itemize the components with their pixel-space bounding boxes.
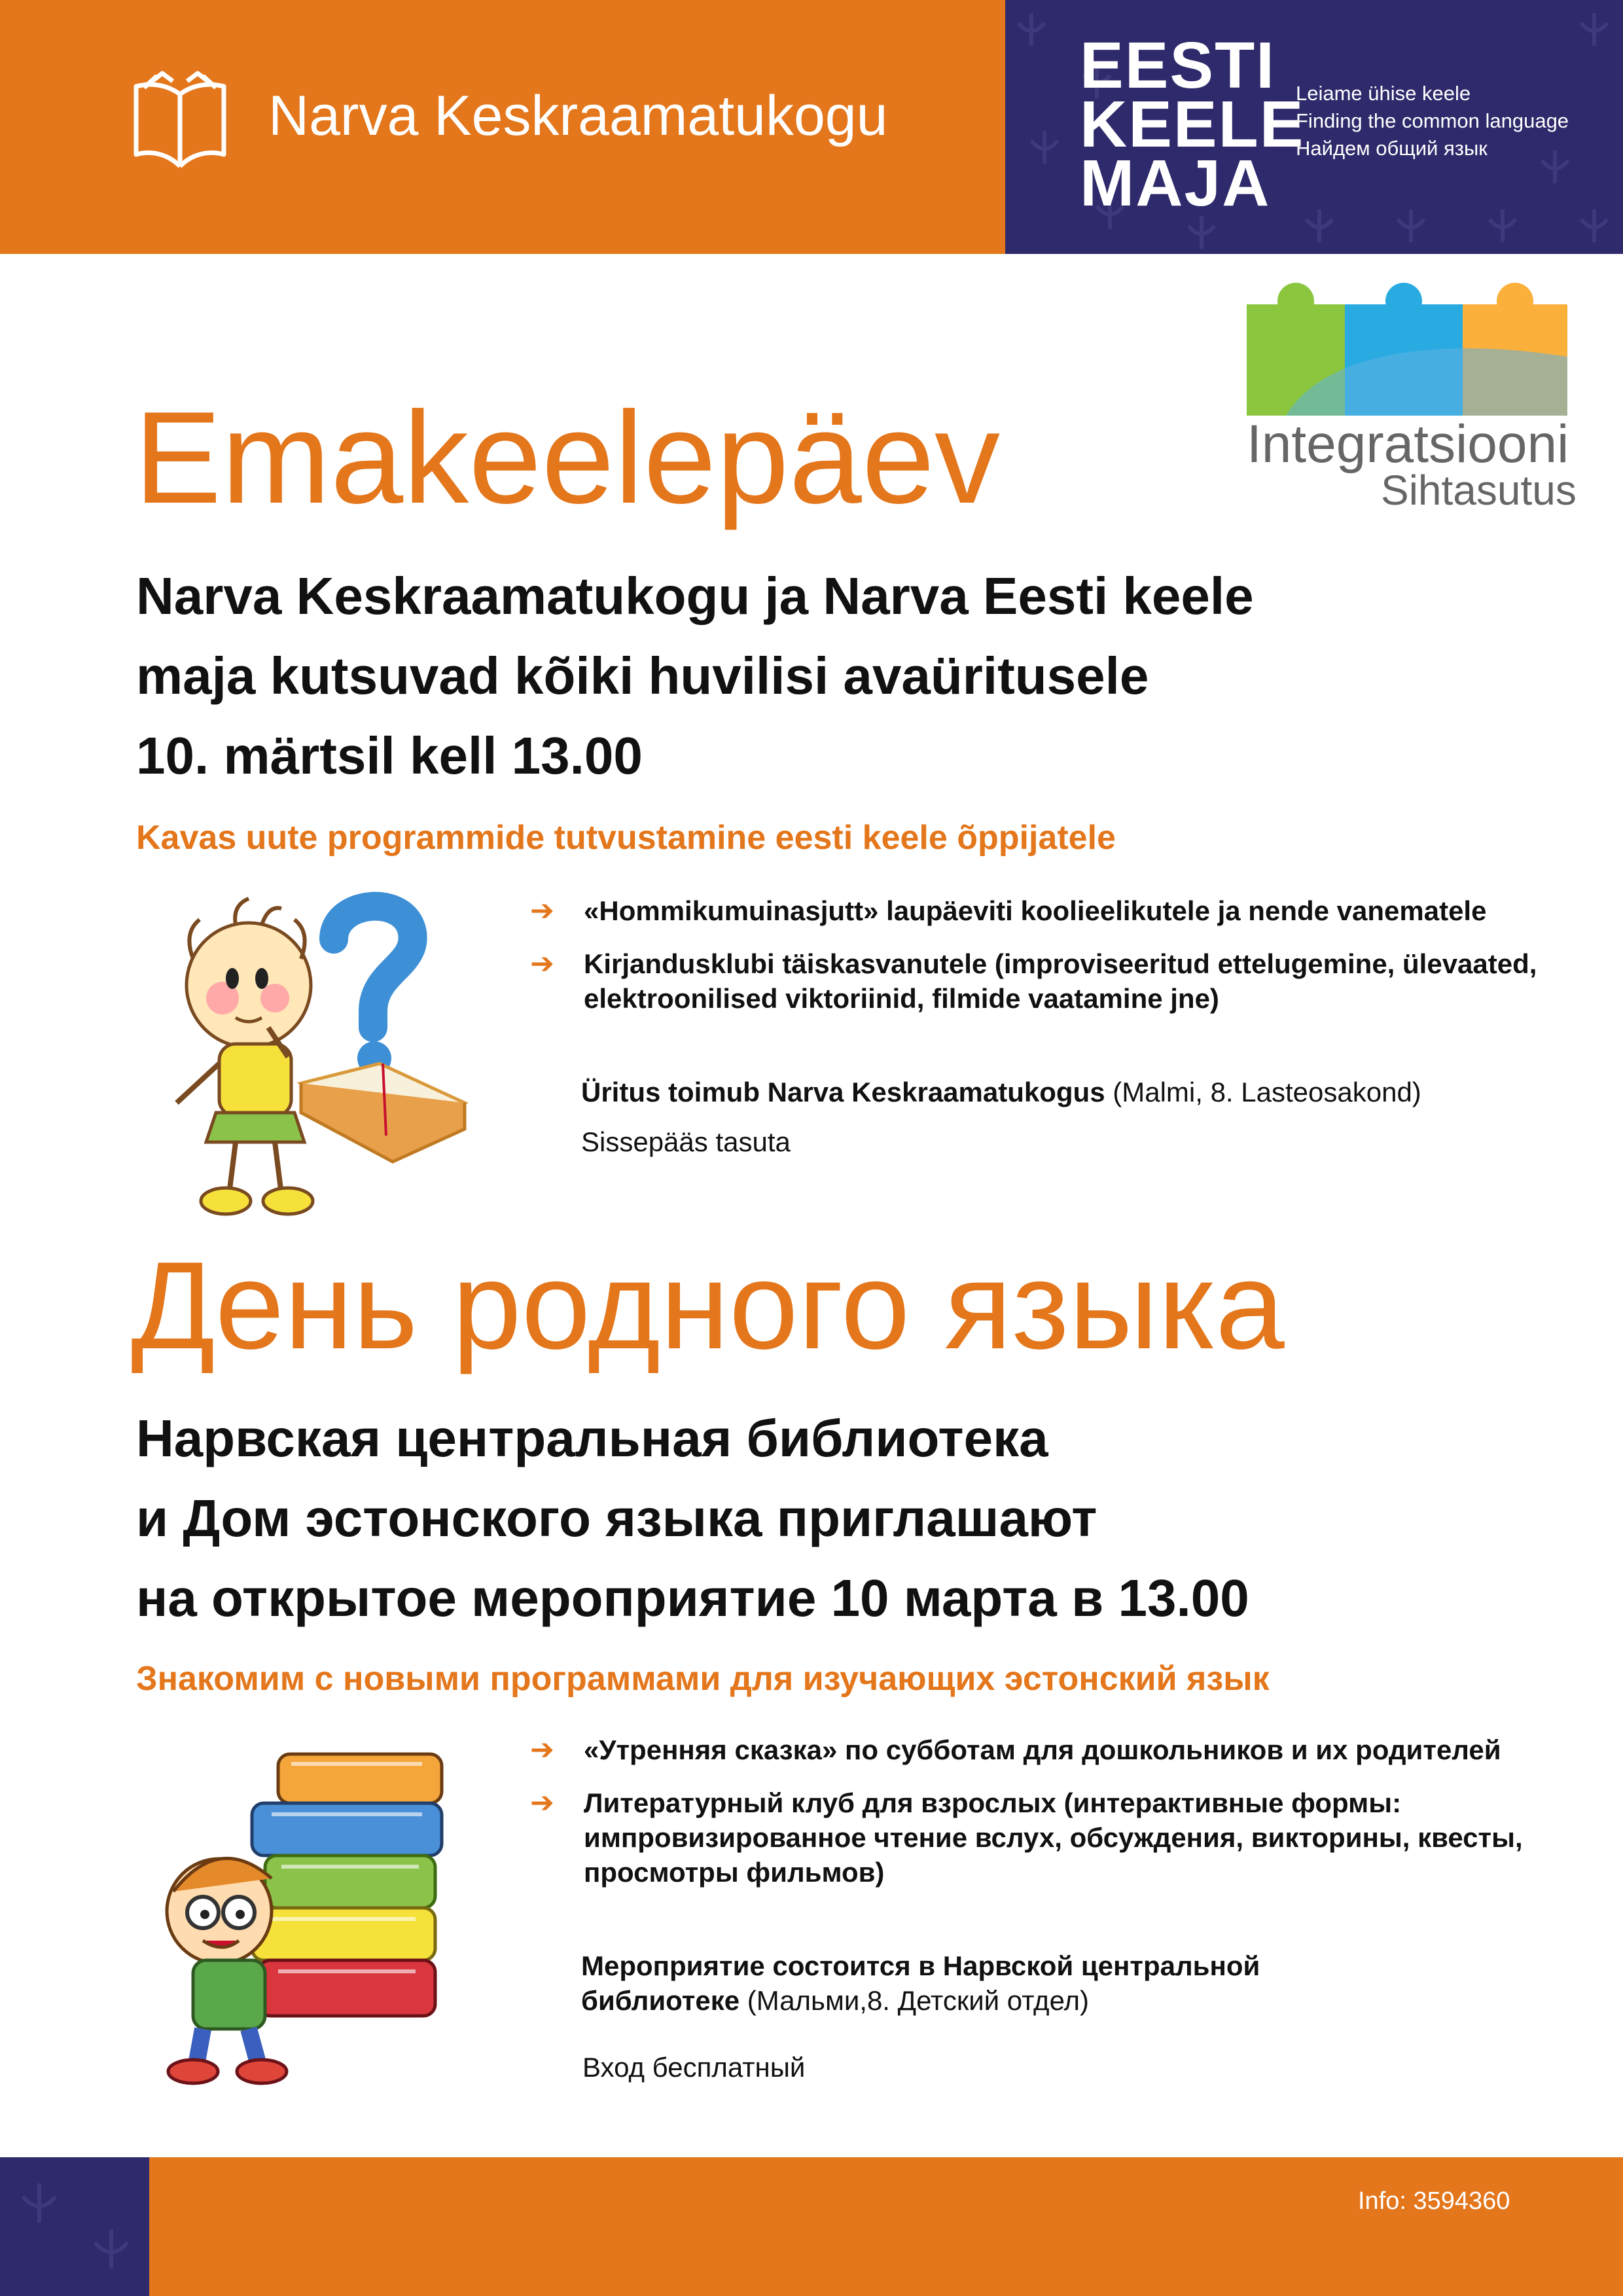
pattern-decoration <box>0 2157 149 2296</box>
sponsor-line-1: Integratsiooni <box>1247 414 1569 474</box>
logo-line-2: KEELE <box>1080 88 1305 161</box>
bullet-text: «Утренняя сказка» по субботам для дошкольников и их родителей <box>584 1734 1501 1765</box>
bullet-text: «Hommikumuinasjutt» laupäeviti koolieelikutele ja nende vanematele <box>584 895 1487 926</box>
bullet-list-estonian <box>530 893 1551 1034</box>
lead-ru-line-1: Нарвская центральная библиотека <box>136 1409 1048 1467</box>
list-item <box>530 946 1551 1016</box>
arrow-right-icon: ➔ <box>530 895 554 927</box>
entry-estonian: Sissepääs tasuta <box>581 1126 791 1157</box>
tagline-en: Finding the common language <box>1296 109 1569 132</box>
venue-ru-line-1 <box>581 1948 1260 1983</box>
arrow-right-icon: ➔ <box>530 1787 554 1819</box>
venue-et-bold: Üritus toimub Narva Keskraamatukogus <box>581 1077 1105 1107</box>
list-item <box>530 1732 1551 1767</box>
venue-ru-bold-2: библиотеке <box>581 1985 740 2016</box>
logo-line-1: EESTI <box>1080 29 1275 102</box>
book-icon <box>131 68 229 173</box>
tagline-ru: Найдем общий язык <box>1296 137 1488 160</box>
subtitle-russian: Знакомим с новыми программами для изучающих эстонский язык <box>136 1660 1270 1698</box>
lead-et-line-3: 10. märtsil kell 13.00 <box>136 726 643 785</box>
footer-navy-panel <box>0 2157 149 2296</box>
venue-estonian <box>581 1075 1421 1109</box>
lead-russian <box>136 1399 1249 1638</box>
library-name: Narva Keskraamatukogu <box>268 84 888 147</box>
lead-et-line-1: Narva Keskraamatukogu ja Narva Eesti keele <box>136 567 1254 625</box>
venue-ru-bold-1: Мероприятие состоится в Нарвской центральной <box>581 1950 1260 1981</box>
logo-line-3: MAJA <box>1080 147 1271 220</box>
girl-question-illustration <box>157 887 471 1227</box>
list-item <box>530 1785 1551 1890</box>
ekm-tagline <box>1296 80 1569 162</box>
arrow-right-icon: ➔ <box>530 1734 554 1766</box>
title-russian: День родного языка <box>131 1236 1285 1375</box>
entry-russian: Вход бесплатный <box>582 2052 806 2083</box>
lead-ru-line-3: на открытое мероприятие 10 марта в 13.00 <box>136 1569 1249 1627</box>
puzzle-logo <box>1247 278 1567 416</box>
arrow-right-icon: ➔ <box>530 948 554 980</box>
bullet-text: Литературный клуб для взрослых (интерактивные формы: импровизированное чтение вслух, обсуждения, викторины, квесты, просмотры фильмов) <box>584 1787 1523 1888</box>
tagline-et: Leiame ühise keele <box>1296 82 1471 105</box>
lead-estonian <box>136 556 1254 796</box>
bullet-text: Kirjandusklubi täiskasvanutele (improviseeritud ettelugemine, ülevaated, elektroonilised viktoriinid, filmide vaatamine jne) <box>584 948 1537 1014</box>
list-item <box>530 893 1551 928</box>
eesti-keele-maja-logo <box>1080 29 1305 220</box>
bullet-list-russian <box>530 1732 1551 1908</box>
footer-orange-panel <box>149 2157 1623 2296</box>
lead-ru-line-2: и Дом эстонского языка приглашают <box>136 1489 1097 1547</box>
boy-books-illustration <box>141 1741 461 2091</box>
sponsor-line-2: Sihtasutus <box>1381 467 1577 514</box>
title-estonian: Emakeelepäev <box>134 385 1001 531</box>
venue-ru-rest: (Мальми,8. Детский отдел) <box>740 1985 1090 2016</box>
info-phone: Info: 3594360 <box>1358 2187 1510 2215</box>
venue-ru-line-2 <box>581 1983 1260 2018</box>
subtitle-estonian: Kavas uute programmide tutvustamine eesti keele õppijatele <box>136 819 1116 857</box>
venue-et-rest: (Malmi, 8. Lasteosakond) <box>1105 1077 1421 1107</box>
venue-russian <box>581 1948 1260 2018</box>
lead-et-line-2: maja kutsuvad kõiki huvilisi avaüritusele <box>136 647 1149 705</box>
